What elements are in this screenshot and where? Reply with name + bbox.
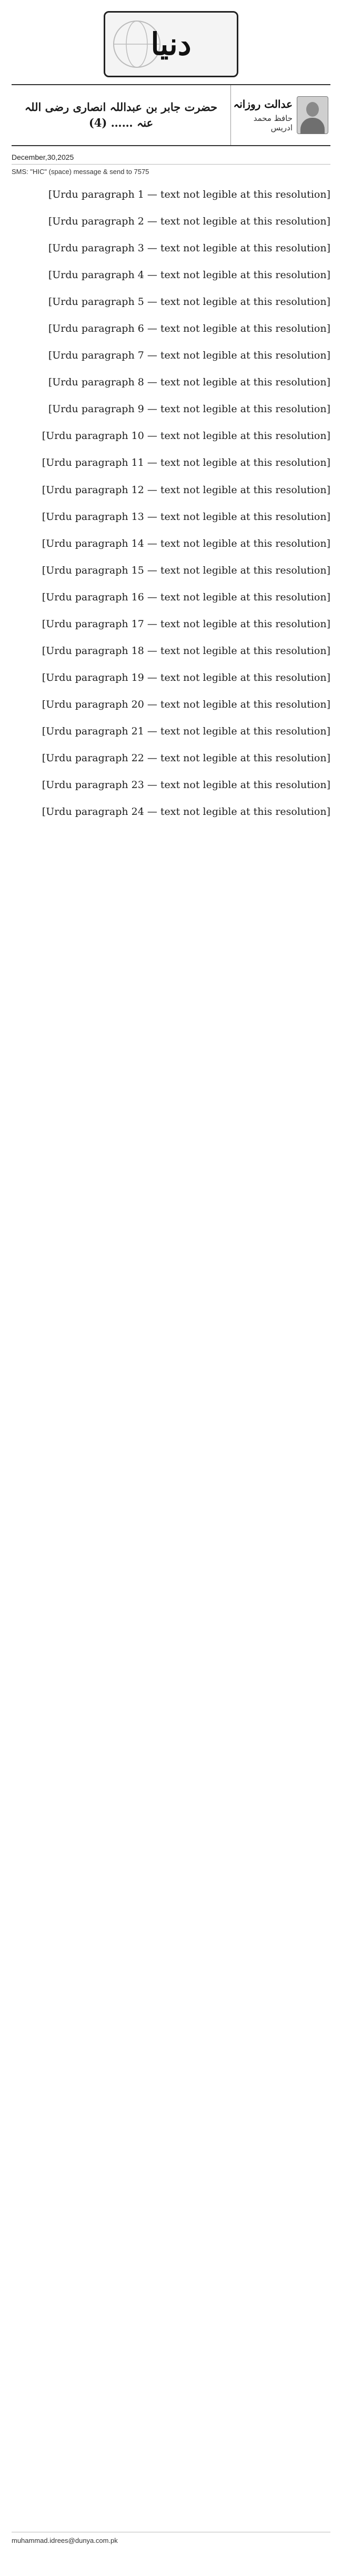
- article-paragraph: [Urdu paragraph 16 — text not legible at this resolution]: [42, 591, 330, 603]
- article-paragraph: [Urdu paragraph 18 — text not legible at this resolution]: [42, 645, 330, 657]
- column-name: عدالت روزانہ: [233, 98, 293, 110]
- article-paragraph: [Urdu paragraph 8 — text not legible at this resolution]: [48, 376, 330, 389]
- article-paragraph: [Urdu paragraph 10 — text not legible at this resolution]: [42, 430, 330, 442]
- article-paragraph: [Urdu paragraph 5 — text not legible at this resolution]: [48, 296, 330, 308]
- sms-instructions: SMS: "HIC" (space) message & send to 7575: [12, 168, 149, 176]
- article-paragraph: [Urdu paragraph 21 — text not legible at this resolution]: [42, 725, 330, 737]
- article-paragraph: [Urdu paragraph 20 — text not legible at this resolution]: [42, 698, 330, 710]
- article-paragraph: [Urdu paragraph 3 — text not legible at this resolution]: [48, 242, 330, 254]
- logo-text: دنیا: [150, 26, 192, 62]
- column-header: [12, 84, 330, 146]
- article-paragraph: [Urdu paragraph 2 — text not legible at this resolution]: [48, 216, 330, 228]
- article-paragraph: [Urdu paragraph 23 — text not legible at this resolution]: [42, 779, 330, 791]
- meta-row: [12, 150, 330, 165]
- article-paragraph: [Urdu paragraph 14 — text not legible at this resolution]: [42, 537, 330, 549]
- article-paragraph: [Urdu paragraph 1 — text not legible at this resolution]: [48, 189, 330, 200]
- article-paragraph: [Urdu paragraph 19 — text not legible at this resolution]: [42, 671, 330, 683]
- article-paragraph: [Urdu paragraph 7 — text not legible at this resolution]: [48, 350, 330, 362]
- article-paragraph: [Urdu paragraph 6 — text not legible at this resolution]: [48, 323, 330, 335]
- author-name: حافظ محمد ادریس: [253, 114, 293, 132]
- masthead: [12, 0, 330, 79]
- publish-date: December,30,2025: [12, 153, 74, 161]
- article-paragraph: [Urdu paragraph 17 — text not legible at this resolution]: [42, 618, 330, 630]
- article-paragraph: [Urdu paragraph 13 — text not legible at this resolution]: [42, 510, 330, 523]
- article-paragraph: [Urdu paragraph 9 — text not legible at this resolution]: [48, 403, 330, 415]
- author-email[interactable]: muhammad.idrees@dunya.com.pk: [12, 2537, 118, 2544]
- article-headline: حضرت جابر بن عبداللہ انصاری رضی اللہ عنہ …… (4): [24, 100, 218, 129]
- footer: [12, 2532, 330, 2544]
- headline-block: [12, 85, 230, 145]
- author-names: [233, 98, 293, 132]
- author-block: [230, 85, 330, 145]
- article-paragraph: [Urdu paragraph 11 — text not legible at this resolution]: [42, 457, 330, 469]
- article-paragraph: [Urdu paragraph 4 — text not legible at this resolution]: [48, 269, 330, 281]
- newspaper-logo: [104, 11, 238, 77]
- article-paragraph: [Urdu paragraph 15 — text not legible at this resolution]: [42, 564, 330, 576]
- author-avatar: [297, 96, 328, 134]
- article-paragraph: [Urdu paragraph 24 — text not legible at this resolution]: [42, 806, 330, 818]
- article-paragraph: [Urdu paragraph 22 — text not legible at this resolution]: [42, 752, 330, 764]
- article-body: [12, 185, 330, 822]
- article-paragraph: [Urdu paragraph 12 — text not legible at this resolution]: [42, 484, 330, 496]
